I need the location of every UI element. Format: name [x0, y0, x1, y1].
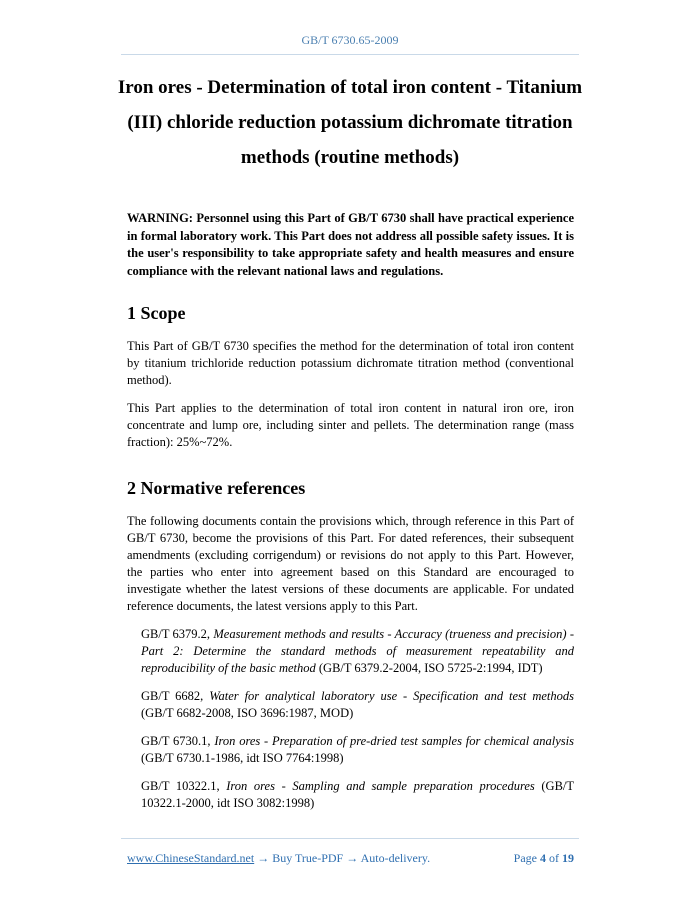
reference-code: GB/T 10322.1, [141, 779, 227, 793]
page-label: Page [513, 851, 537, 865]
title-line-3: methods (routine methods) [240, 147, 460, 168]
normative-intro: The following documents contain the provisions which, through reference in this Part of GB/T 6730, become the provisions of this Part. For dated references, their subsequent amendments (excluding corrigendum) or revisions do not apply to this Part. However, the parties who enter into agreement based on this Standard are encouraged to investigate whether the latest versions of these documents are applicable. For undated reference documents, the latest versions apply to this Part. [127, 514, 574, 613]
site-link[interactable]: www.ChineseStandard.net [127, 851, 255, 865]
title-line-2: (III) chloride reduction potassium dichromate titration [127, 112, 573, 133]
promo-text: → Buy True-PDF → Auto-delivery. [254, 851, 431, 865]
reference-title: Water for analytical laboratory use - Specification and test methods [209, 689, 574, 703]
document-body [127, 210, 574, 823]
reference-item [141, 778, 574, 812]
reference-title: Measurement methods and results - Accuracy (trueness and precision) - Part 2: Determine the standard methods of measurement repeatability and reproducibility of the basic method [141, 627, 575, 675]
scope-paragraph-2: This Part applies to the determination of total iron content in natural iron ore, iron concentrate and lump ore, including sinter and pellets. The determination range (mass fraction): 25%~72%. [127, 401, 574, 449]
section-heading-normative: 2 Normative references [127, 478, 306, 498]
reference-title: Iron ores - Sampling and sample preparation procedures [226, 779, 535, 793]
reference-title: Iron ores - Preparation of pre-dried test samples for chemical analysis [214, 734, 575, 748]
reference-tail: (GB/T 6730.1-1986, idt ISO 7764:1998) [141, 751, 344, 765]
page-indicator [514, 851, 574, 866]
header-divider [121, 54, 579, 55]
reference-code: GB/T 6682, [141, 689, 210, 703]
scope-paragraph-1: This Part of GB/T 6730 specifies the method for the determination of total iron content by titanium trichloride reduction potassium dichromate titration method (conventional method). [127, 339, 574, 387]
warning-text: WARNING: Personnel using this Part of GB/T 6730 shall have practical experience in formal laboratory work. This Part does not address all possible safety issues. It is the user's responsibility to take appropriate safety and health measures and ensure compliance with the relevant national laws and regulations. [127, 211, 574, 278]
footer-promo [127, 851, 430, 866]
reference-item [141, 626, 574, 677]
reference-code: GB/T 6379.2, [141, 627, 214, 641]
reference-tail: (GB/T 6379.2-2004, ISO 5725-2:1994, IDT) [315, 661, 543, 675]
footer-divider [121, 838, 579, 839]
document-title [110, 70, 590, 175]
title-line-1: Iron ores - Determination of total iron content - Titanium [117, 77, 583, 98]
page-total: 19 [562, 851, 574, 865]
page-number: 4 [540, 851, 546, 865]
section-heading-scope: 1 Scope [127, 303, 186, 323]
reference-code: GB/T 6730.1, [141, 734, 215, 748]
reference-item [141, 733, 574, 767]
reference-list [141, 626, 574, 812]
reference-tail: (GB/T 10322.1-2000, idt ISO 3082:1998) [141, 779, 575, 810]
reference-tail: (GB/T 6682-2008, ISO 3696:1987, MOD) [141, 706, 354, 720]
reference-item [141, 688, 574, 722]
of-label: of [549, 851, 559, 865]
header-doc-code: GB/T 6730.65-2009 [301, 33, 399, 47]
